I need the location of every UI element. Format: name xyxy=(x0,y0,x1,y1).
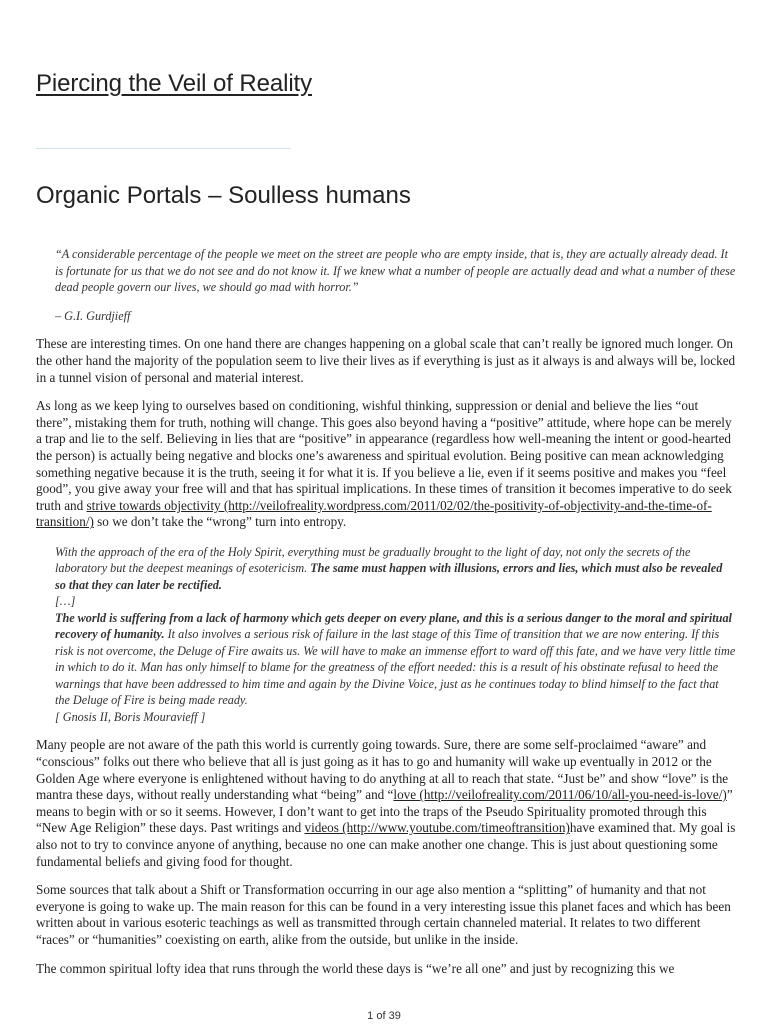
paragraph-5: The common spiritual lofty idea that runs through the world these days is “we’re all one” and just by recognizing this we xyxy=(36,960,675,976)
paragraph-2-text: As long as we keep lying to ourselves based on conditioning, wishful thinking, suppression or denial and believe the lies “out there”, mistaking them for truth, nothing will change. This goes also beyond having a “positive” attitude, where hope can be merely a trap and lie to the self. Believing in lies that are “positive” in appearance (regardless how well-meaning the intent or good-hearted the person) is actually being negative and blocks one’s awareness and spiritual evolution. Being positive can mean acknowledging something negative because it is the truth, seeing it for what it is. If you believe a lie, even if it seems positive and makes you “feel good”, you give away your free will and that has spiritual implications. In these times of transition it becomes imperative to do seek truth and xyxy=(36,398,732,513)
paragraph-1: These are interesting times. On one hand there are changes happening on a global scale that can’t really be ignored much longer. On the other hand the majority of the population seem to live their lives as if everything is just as it always is and always will be, locked in a tunnel vision of personal and material interest. xyxy=(36,336,736,385)
quote2-bold-1: The same must happen with illusions, errors and lies, which must also be revealed so that they can later be rectified. xyxy=(55,561,723,592)
quote2-ellipsis: […] xyxy=(55,594,76,609)
quote2-rest: It also involves a serious risk of failure in the last stage of this Time of transition that we are now entering. If this risk is not overcome, the Deluge of Fire awaits us. We will have to make an immense effort to ward off this fate, and we have very little time in which to do it. Man has only himself to blame for the greatness of the effort needed: this is a result of his obstinate refusal to heed the warnings that have been addressed to him time and again by the Divine Voice, just as he continues today to blind himself to the fact that the Deluge of Fire is being made ready. xyxy=(55,627,736,708)
love-link[interactable]: love (http://veilofreality.com/2011/06/10/all-you-need-is-love/) xyxy=(393,787,727,803)
quote2-bold-2: The world is suffering from a lack of harmony which gets deeper on every plane, and this is a serious danger to the moral and spiritual recovery of humanity. xyxy=(55,610,732,642)
post-content xyxy=(36,246,736,977)
objectivity-link[interactable]: strive towards objectivity (http://veilofreality.wordpress.com/2011/02/02/the-positivity-of-objectivity-and-the-time-of-transition/) xyxy=(36,497,712,530)
opening-quote: “A considerable percentage of the people we meet on the street are people who are empty inside, that is, they are actually already dead. It is fortunate for us that we do not see and do not know it. If we knew what a number of people are actually dead and what a number of these dead people govern our lives, we should go mad with horror.” xyxy=(55,247,736,295)
paragraph-2 xyxy=(36,398,736,531)
paragraph-3-text-a: Many people are not aware of the path this world is currently going towards. Sure, there are some self-proclaimed “aware” and “conscious” folks out there who believe that all is just going as it has to go and humanity will wake up eventually in 2012 or the Golden Age where everyone is enlightened without having to do anything at all to reach that state. “Just be” and show “love” is the mantra these days, without really understanding what “being” and “ xyxy=(36,737,729,803)
mouravieff-quote xyxy=(55,544,736,726)
quote2-source: [ Gnosis II, Boris Mouravieff ] xyxy=(55,709,206,724)
quote2-intro: With the approach of the era of the Holy Spirit, everything must be gradually brought to the light of day, not only the secrets of the laboratory but the deepest meanings of esotericism. xyxy=(55,544,691,576)
post-title: Organic Portals – Soulless humans xyxy=(36,182,411,209)
paragraph-3-text-c: have examined that. My goal is also not to try to convince anyone of anything, because no one can make another one change. This is just about questioning some fundamental beliefs and giving food for thought. xyxy=(36,820,736,869)
page-indicator: 1 of 39 xyxy=(367,1010,401,1022)
quote-attribution: – G.I. Gurdjieff xyxy=(55,308,131,323)
site-title-link[interactable]: Piercing the Veil of Reality xyxy=(36,70,313,97)
paragraph-4: Some sources that talk about a Shift or Transformation occurring in our age also mention a “splitting” of humanity and that not everyone is going to wake up. The main reason for this can be found in a very interesting issue this planet faces and which has been written about in various esoteric teachings as well as transmitted through certain channeled material. It relates to two different “races” or “humanities” coexisting on earth, alike from the outside, but unlike in the inside. xyxy=(36,882,731,947)
paragraph-2-tail: so we don’t take the “wrong” turn into entropy. xyxy=(93,514,347,530)
videos-link[interactable]: videos (http://www.youtube.com/timeoftransition) xyxy=(304,820,570,836)
paragraph-3 xyxy=(36,737,736,870)
paragraph-3-text-b: ” means to begin with or so it seems. However, I don’t want to get into the traps of the Pseudo Spirituality promoted through this “New Age Religion” these days. Past writings and xyxy=(36,787,733,836)
divider xyxy=(36,148,291,149)
